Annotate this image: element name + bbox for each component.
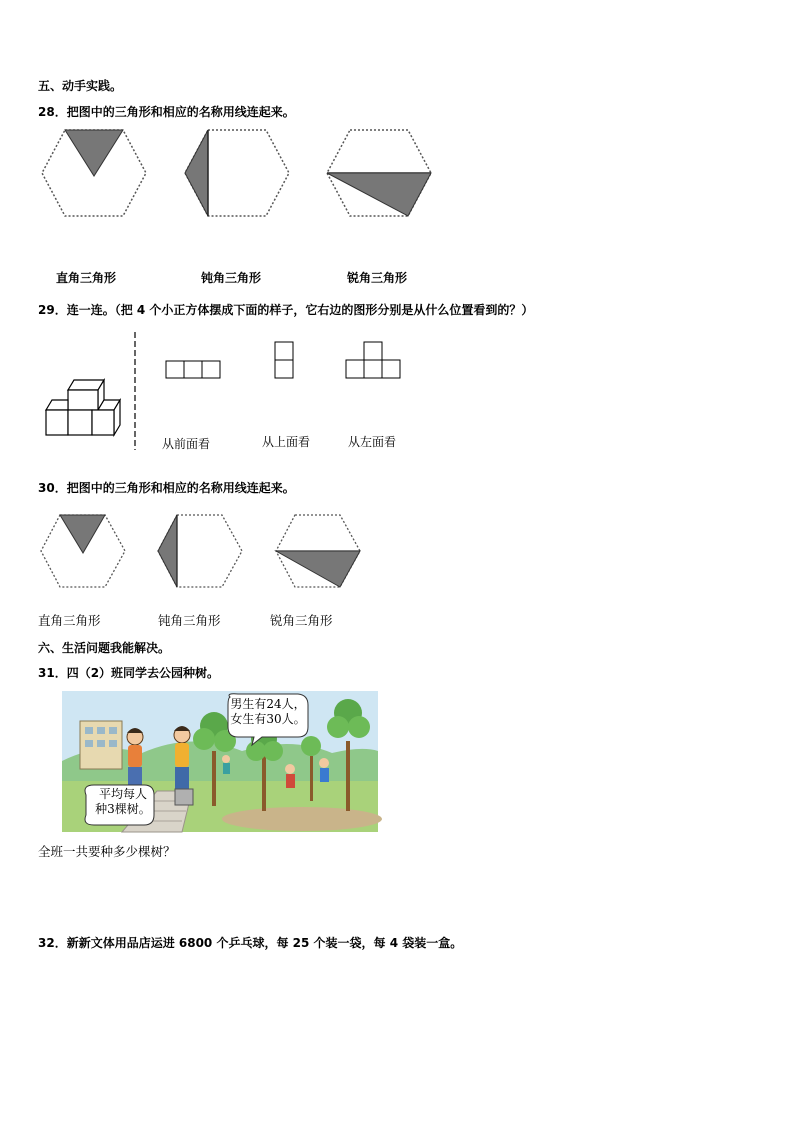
question-29: 29．连一连。（把 4 个小正方体摆成下面的样子，它右边的图形分别是从什么位置看到的？） [38, 303, 534, 317]
q29-view-front-shape [165, 360, 223, 380]
q31-speech-bubble-left [88, 787, 158, 817]
q30-hexagon-acute-triangle [274, 513, 362, 589]
q31-bubble-left-line2: 种3棵树。 [95, 802, 151, 816]
q29-cube-stack [44, 378, 126, 440]
q28-hexagon-obtuse-triangle [183, 128, 291, 220]
question-28: 28．把图中的三角形和相应的名称用线连起来。 [38, 105, 295, 119]
q31-bubble-left-line1: 平均每人 [98, 787, 147, 801]
question-31: 31．四（2）班同学去公园种树。 [38, 666, 220, 680]
q31-bubble-right-line2: 女生有30人。 [230, 712, 306, 726]
q30-label-acute: 锐角三角形 [270, 613, 333, 628]
q31-bubble-right-line1: 男生有24人， [230, 697, 306, 711]
q29-view-left-shape [345, 341, 403, 380]
q29-label-left: 从左面看 [348, 435, 397, 449]
q31-speech-bubble-right [229, 697, 307, 727]
q29-dashed-divider [133, 332, 137, 450]
q30-label-obtuse: 钝角三角形 [158, 613, 221, 628]
q28-hexagon-acute-triangle [325, 128, 433, 220]
q28-label-right: 直角三角形 [56, 271, 117, 285]
section-title-practice: 五、动手实践。 [38, 79, 123, 93]
q31-question: 全班一共要种多少棵树？ [38, 844, 176, 859]
question-32: 32．新新文体用品店运进 6800 个乒乓球，每 25 个装一袋，每 4 袋装一盒。 [38, 936, 463, 950]
q28-label-obtuse: 钝角三角形 [201, 271, 262, 285]
q30-hexagon-obtuse-triangle [156, 513, 244, 589]
q30-label-right: 直角三角形 [38, 613, 101, 628]
question-30: 30．把图中的三角形和相应的名称用线连起来。 [38, 481, 295, 495]
q28-label-acute: 锐角三角形 [347, 271, 408, 285]
q30-hexagon-right-triangle [39, 513, 127, 589]
q29-label-front: 从前面看 [162, 437, 211, 451]
section-title-life-problems: 六、生活问题我能解决。 [38, 641, 171, 655]
q28-hexagon-right-triangle [40, 128, 148, 220]
q29-view-top-shape [274, 341, 296, 380]
q29-label-top: 从上面看 [262, 435, 311, 449]
